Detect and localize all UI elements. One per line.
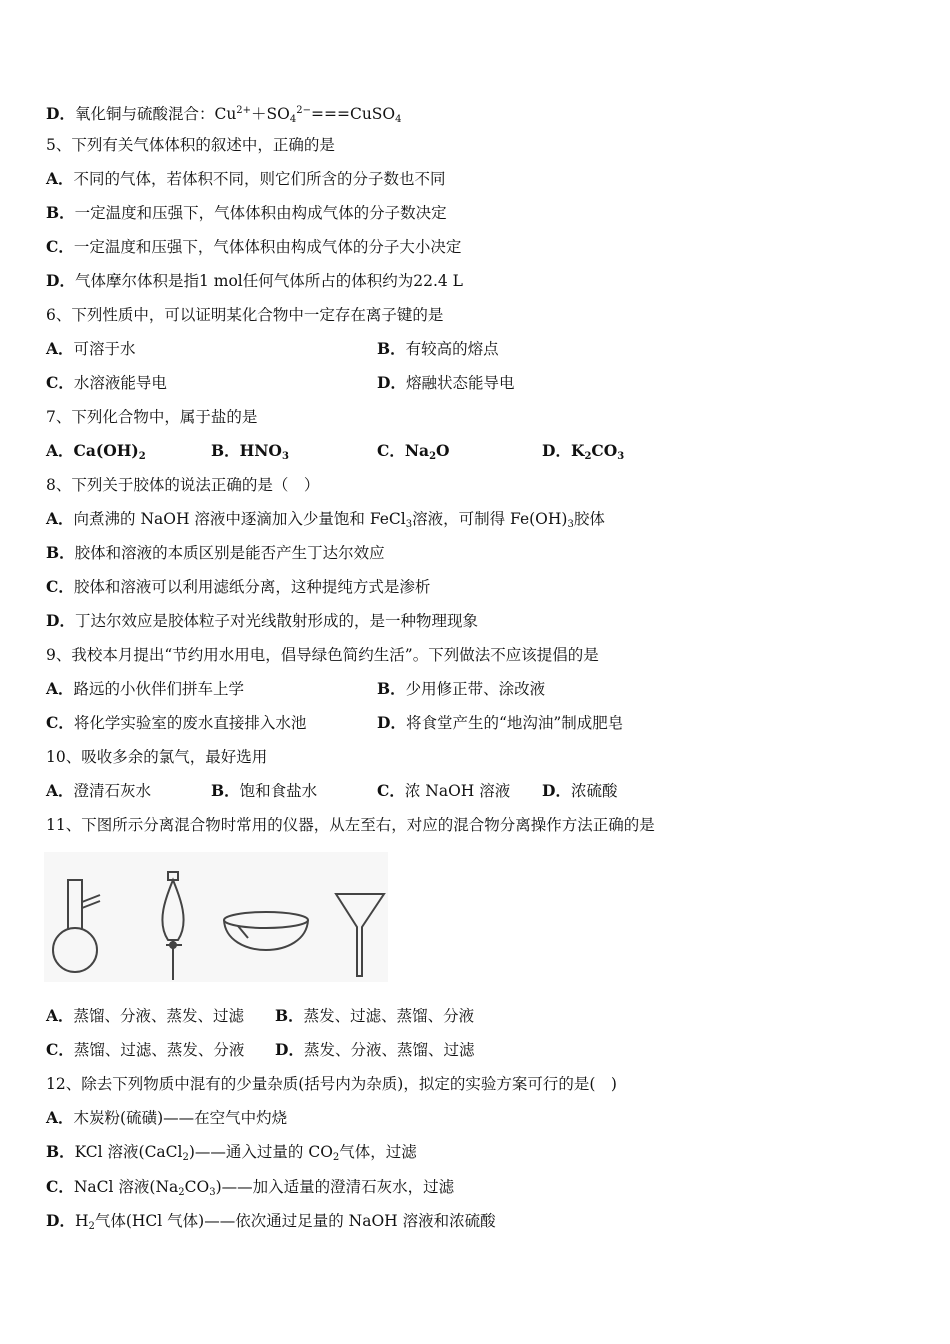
q7-option-c: C．$Na_2O$: [377, 441, 450, 462]
q5-stem: 5、下列有关气体体积的叙述中，正确的是: [46, 136, 335, 154]
q6-option-c: C．水溶液能导电: [46, 373, 167, 392]
q11-option-b: B．蒸发、过滤、蒸馏、分液: [275, 1006, 475, 1025]
q5-option-b: B．一定温度和压强下，气体体积由构成气体的分子数决定: [46, 203, 447, 222]
q6-option-a: A．可溶于水: [46, 339, 136, 358]
q8-option-b: B．胶体和溶液的本质区别是能否产生丁达尔效应: [46, 543, 385, 562]
q7-option-a: A．$Ca(OH)_2$: [46, 441, 146, 462]
q12-option-b: B．KCl 溶液(CaCl$_2$)——通入过量的 $CO_2$气体，过滤: [46, 1142, 417, 1163]
q10-option-d: D．浓硫酸: [542, 781, 618, 800]
q10-option-b: B．饱和食盐水: [211, 781, 318, 800]
q11-apparatus-figure: [44, 852, 388, 982]
q12-option-c: C．NaCl 溶液$(Na_2CO_3)——$加入适量的澄清石灰水，过滤: [46, 1177, 455, 1198]
q7-option-d: D．$K_2CO_3$: [542, 441, 625, 462]
q8-option-d: D．丁达尔效应是胶体粒子对光线散射形成的，是一种物理现象: [46, 611, 478, 630]
q9-option-d: D．将食堂产生的“地沟油”制成肥皂: [377, 713, 624, 732]
q5-option-a: A．不同的气体，若体积不同，则它们所含的分子数也不同: [46, 169, 446, 188]
q6-option-d: D．熔融状态能导电: [377, 373, 515, 392]
q12-option-d: D．$H_2$气体(HCl 气体)——依次通过足量的 NaOH 溶液和浓硫酸: [46, 1211, 496, 1232]
q12-stem: 12、除去下列物质中混有的少量杂质(括号内为杂质)，拟定的实验方案可行的是( ): [46, 1075, 617, 1093]
q8-stem: 8、下列关于胶体的说法正确的是（ ）: [46, 476, 320, 494]
q12-option-a: A．木炭粉(硫磺)——在空气中灼烧: [46, 1108, 288, 1127]
q11-option-a: A．蒸馏、分液、蒸发、过滤: [46, 1006, 245, 1025]
q7-option-b: B．$HNO_3$: [211, 441, 289, 462]
q4-option-d: D．氧化铜与硫酸混合：$Cu^{2+}+SO_4^{2-}===CuSO_4$: [46, 104, 402, 125]
q10-option-c: C．浓 NaOH 溶液: [377, 781, 511, 800]
q7-stem: 7、下列化合物中，属于盐的是: [46, 408, 258, 426]
q8-option-c: C．胶体和溶液可以利用滤纸分离，这种提纯方式是渗析: [46, 577, 431, 596]
q8-option-a: A．向煮沸的 NaOH 溶液中逐滴加入少量饱和 FeCl$_3$溶液，可制得 $Fe(OH)_3$胶体: [46, 509, 605, 530]
q5-option-d: D．气体摩尔体积是指1 mol任何气体所占的体积约为22.4 L: [46, 271, 463, 290]
q9-option-a: A．路远的小伙伴们拼车上学: [46, 679, 245, 698]
q11-option-d: D．蒸发、分液、蒸馏、过滤: [275, 1040, 475, 1059]
q11-option-c: C．蒸馏、过滤、蒸发、分液: [46, 1040, 245, 1059]
q6-stem: 6、下列性质中，可以证明某化合物中一定存在离子键的是: [46, 306, 444, 324]
q10-stem: 10、吸收多余的氯气，最好选用: [46, 748, 268, 766]
q9-option-b: B．少用修正带、涂改液: [377, 679, 546, 698]
q6-option-b: B．有较高的熔点: [377, 339, 499, 358]
q9-option-c: C．将化学实验室的废水直接排入水池: [46, 713, 307, 732]
q5-option-c: C．一定温度和压强下，气体体积由构成气体的分子大小决定: [46, 237, 462, 256]
q9-stem: 9、我校本月提出“节约用水用电，倡导绿色简约生活”。下列做法不应该提倡的是: [46, 646, 599, 664]
q10-option-a: A．澄清石灰水: [46, 781, 152, 800]
q11-stem: 11、下图所示分离混合物时常用的仪器，从左至右，对应的混合物分离操作方法正确的是: [46, 816, 655, 834]
